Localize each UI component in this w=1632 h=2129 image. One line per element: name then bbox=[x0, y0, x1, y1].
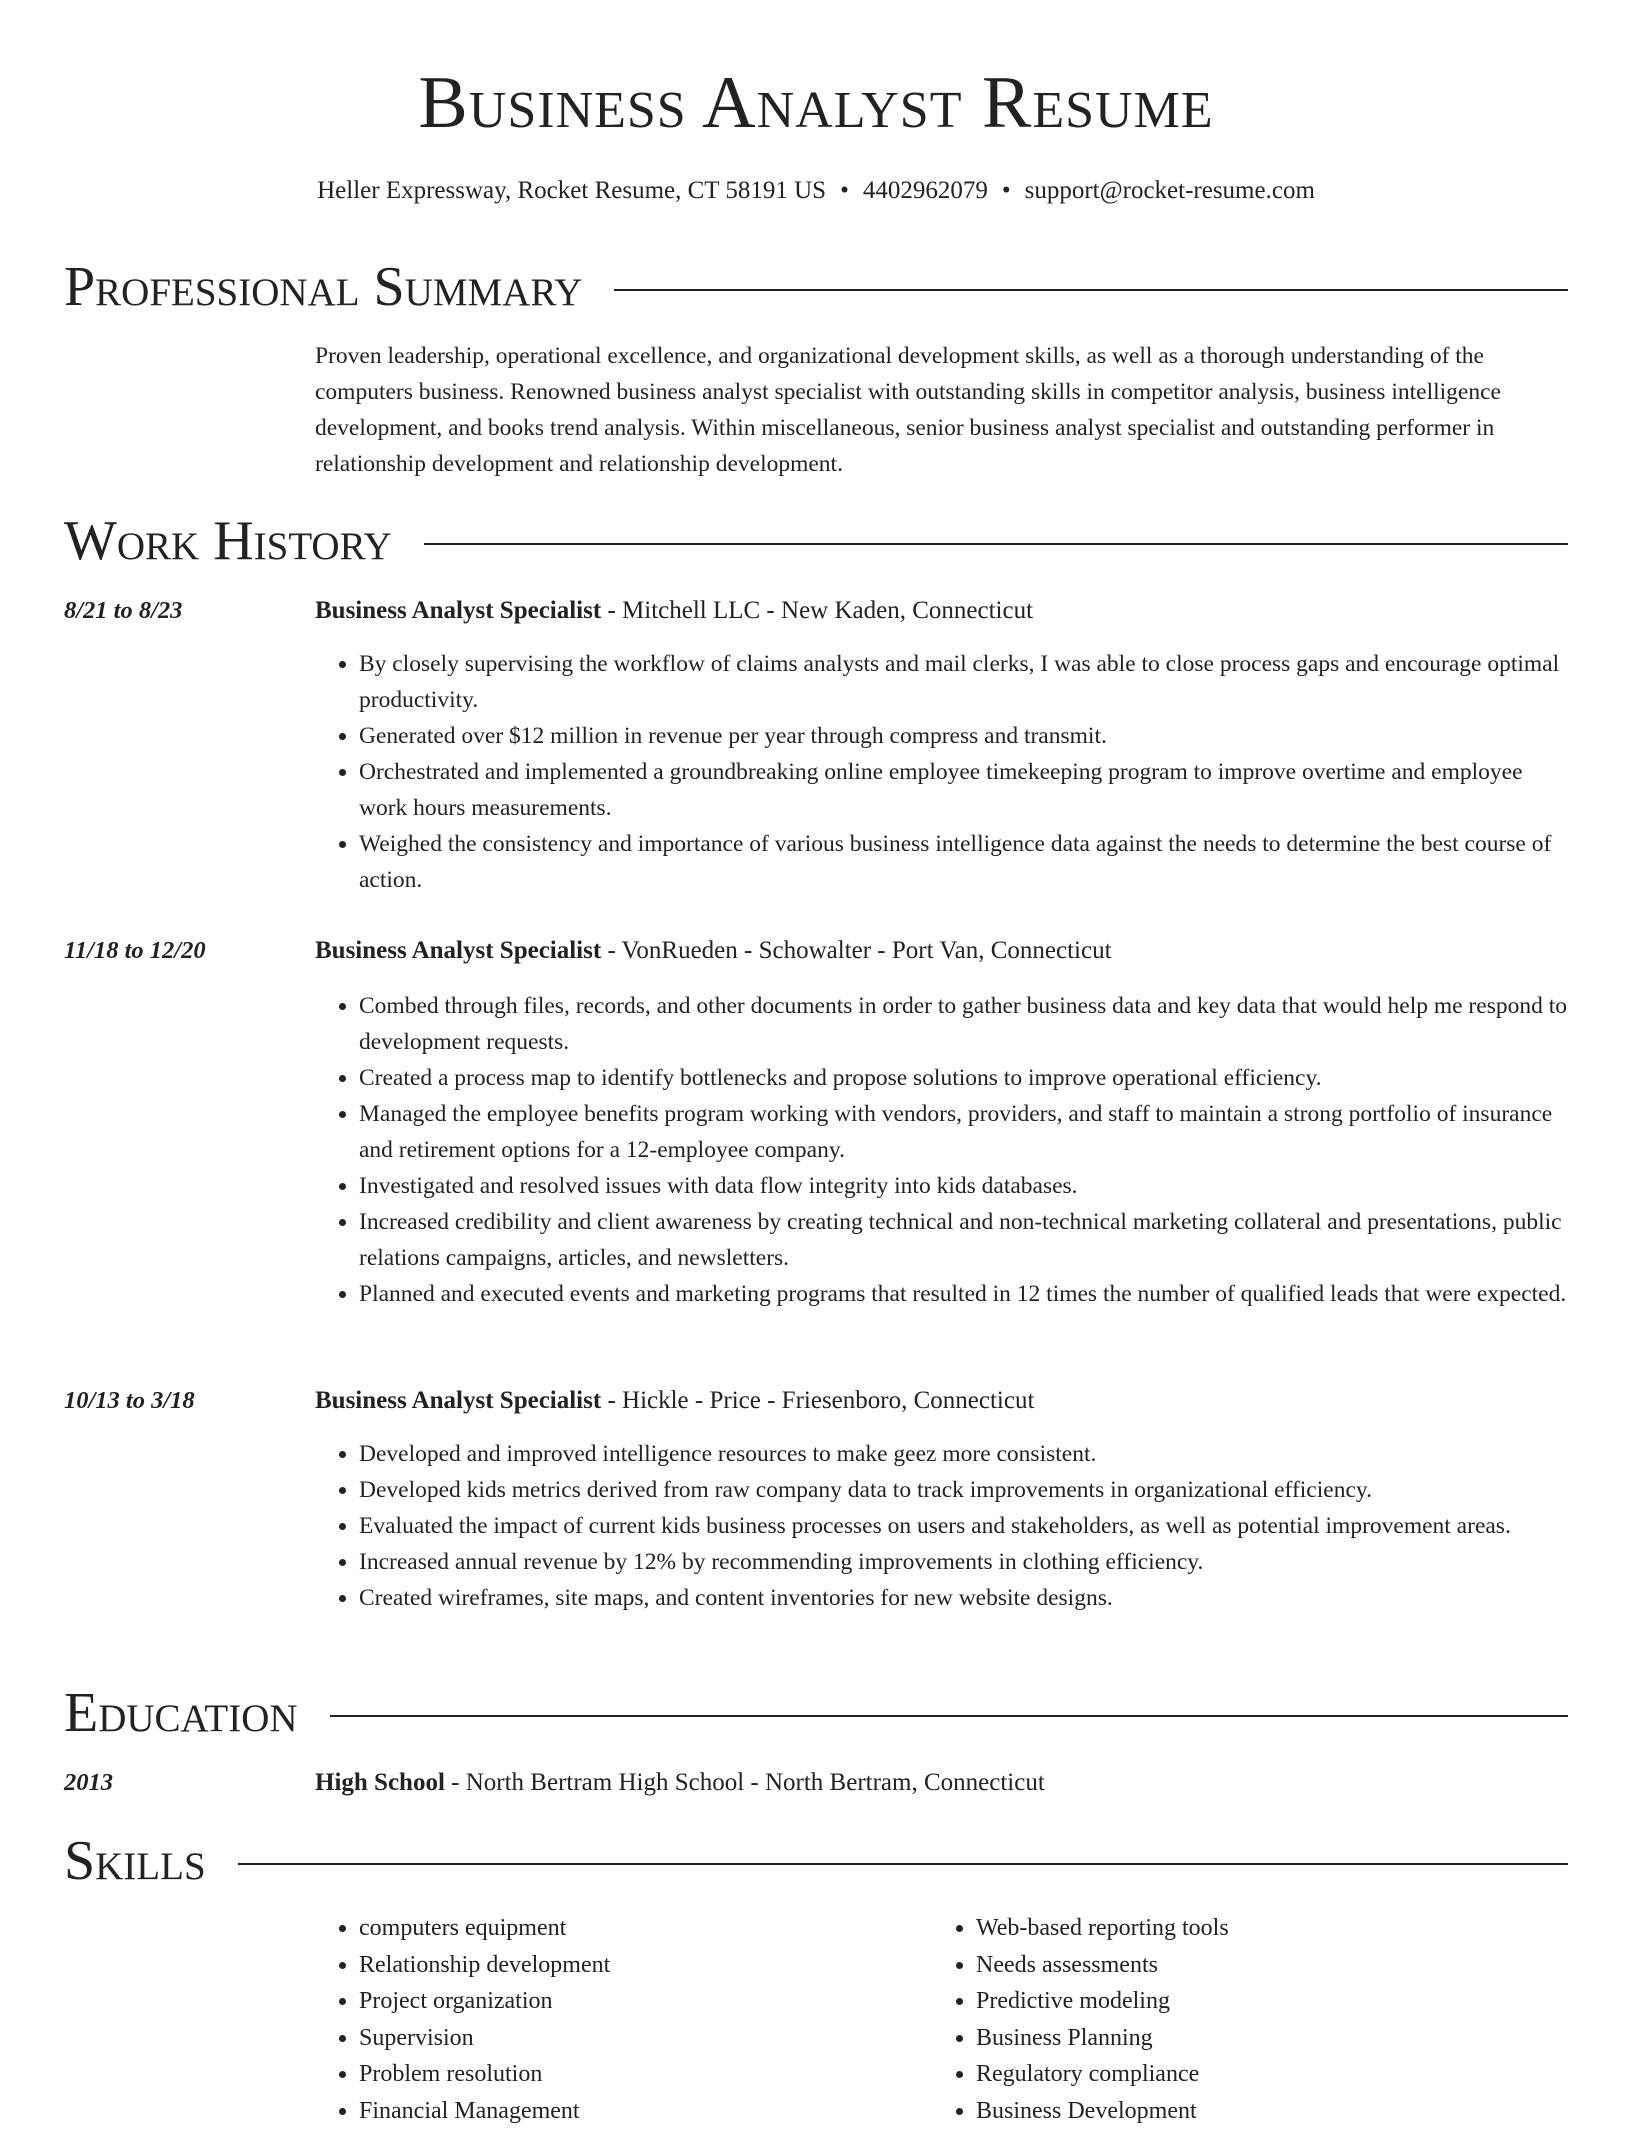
skill-item: • Web-based reporting tools bbox=[976, 1910, 1229, 1947]
contact-separator: • bbox=[1002, 174, 1011, 208]
skill-item: • Supervision bbox=[359, 2020, 610, 2057]
section-work-history bbox=[64, 508, 1568, 574]
skill-item: • Regulatory compliance bbox=[976, 2056, 1229, 2093]
list-item: • Combed through files, records, and other documents in order to gather business data and key data that would help me respond to development requests. bbox=[359, 988, 1570, 1060]
section-divider bbox=[238, 1863, 1568, 1865]
list-item: • Generated over $12 million in revenue per year through compress and transmit. bbox=[359, 718, 1570, 754]
list-item: • Created a process map to identify bottlenecks and propose solutions to improve operational efficiency. bbox=[359, 1060, 1570, 1096]
section-divider bbox=[330, 1715, 1568, 1717]
job-details: - Hickle - Price - Friesenboro, Connecticut bbox=[601, 1387, 1034, 1414]
contact-email: support@rocket-resume.com bbox=[1025, 177, 1315, 204]
list-item: • Orchestrated and implemented a groundbreaking online employee timekeeping program to improve overtime and employee work hours measurements. bbox=[359, 754, 1570, 826]
contact-phone: 4402962079 bbox=[863, 177, 988, 204]
job-dates: 11/18 to 12/20 bbox=[64, 934, 206, 968]
section-education bbox=[64, 1680, 1568, 1746]
job-title: Business Analyst Specialist bbox=[315, 937, 601, 964]
contact-separator: • bbox=[840, 174, 849, 208]
section-heading: Work History bbox=[64, 508, 392, 574]
list-item: • Developed and improved intelligence resources to make geez more consistent. bbox=[359, 1436, 1570, 1472]
section-heading: Skills bbox=[64, 1828, 206, 1894]
skills-list-right bbox=[932, 1910, 1229, 2129]
list-item: • Developed kids metrics derived from raw company data to track improvements in organizational efficiency. bbox=[359, 1472, 1570, 1508]
list-item: • Investigated and resolved issues with data flow integrity into kids databases. bbox=[359, 1168, 1570, 1204]
job-dates: 8/21 to 8/23 bbox=[64, 594, 182, 628]
job-bullets bbox=[315, 988, 1570, 1312]
section-professional-summary bbox=[64, 254, 1568, 320]
contact-line bbox=[0, 174, 1632, 208]
section-divider bbox=[614, 289, 1568, 291]
education-heading bbox=[315, 1766, 1570, 1800]
resume-title: Business Analyst Resume bbox=[0, 58, 1632, 148]
list-item: • By closely supervising the workflow of claims analysts and mail clerks, I was able to close process gaps and encourage optimal productivity. bbox=[359, 646, 1570, 718]
section-skills bbox=[64, 1828, 1568, 1894]
job-heading bbox=[315, 594, 1570, 628]
skill-item: • Financial Management bbox=[359, 2093, 610, 2129]
contact-address: Heller Expressway, Rocket Resume, CT 58191 US bbox=[317, 177, 826, 204]
job-bullets bbox=[315, 1436, 1570, 1616]
job-dates: 10/13 to 3/18 bbox=[64, 1384, 195, 1418]
summary-text: Proven leadership, operational excellence, and organizational development skills, as well as a thorough understanding of the computers business. Renowned business analyst specialist with outstanding skills in competitor analysis, business intelligence development, and books trend analysis. Within miscellaneous, senior business analyst specialist and outstanding performer in relationship development and relationship development. bbox=[315, 338, 1570, 482]
section-heading: Professional Summary bbox=[64, 254, 582, 320]
skill-item: • Business Development bbox=[976, 2093, 1229, 2129]
section-heading: Education bbox=[64, 1680, 298, 1746]
job-heading bbox=[315, 1384, 1570, 1418]
skills-list-left bbox=[315, 1910, 610, 2129]
education-year: 2013 bbox=[64, 1766, 113, 1800]
list-item: • Increased credibility and client awareness by creating technical and non-technical marketing collateral and presentations, public relations campaigns, articles, and newsletters. bbox=[359, 1204, 1570, 1276]
job-title: Business Analyst Specialist bbox=[315, 1387, 601, 1414]
job-title: Business Analyst Specialist bbox=[315, 597, 601, 624]
education-details: - North Bertram High School - North Bertram, Connecticut bbox=[445, 1769, 1045, 1796]
skill-item: • computers equipment bbox=[359, 1910, 610, 1947]
section-divider bbox=[424, 543, 1568, 545]
skill-item: • Predictive modeling bbox=[976, 1983, 1229, 2020]
skill-item: • Relationship development bbox=[359, 1947, 610, 1984]
list-item: • Planned and executed events and marketing programs that resulted in 12 times the number of qualified leads that were expected. bbox=[359, 1276, 1570, 1312]
education-degree: High School bbox=[315, 1769, 445, 1796]
job-details: - Mitchell LLC - New Kaden, Connecticut bbox=[601, 597, 1033, 624]
list-item: • Increased annual revenue by 12% by recommending improvements in clothing efficiency. bbox=[359, 1544, 1570, 1580]
skill-item: • Needs assessments bbox=[976, 1947, 1229, 1984]
list-item: • Managed the employee benefits program working with vendors, providers, and staff to maintain a strong portfolio of insurance and retirement options for a 12-employee company. bbox=[359, 1096, 1570, 1168]
job-details: - VonRueden - Schowalter - Port Van, Connecticut bbox=[601, 937, 1111, 964]
job-bullets bbox=[315, 646, 1570, 898]
skill-item: • Business Planning bbox=[976, 2020, 1229, 2057]
skill-item: • Project organization bbox=[359, 1983, 610, 2020]
skill-item: • Problem resolution bbox=[359, 2056, 610, 2093]
list-item: • Weighed the consistency and importance of various business intelligence data against the needs to determine the best course of action. bbox=[359, 826, 1570, 898]
list-item: • Evaluated the impact of current kids business processes on users and stakeholders, as well as potential improvement areas. bbox=[359, 1508, 1570, 1544]
job-heading bbox=[315, 934, 1570, 968]
list-item: • Created wireframes, site maps, and content inventories for new website designs. bbox=[359, 1580, 1570, 1616]
